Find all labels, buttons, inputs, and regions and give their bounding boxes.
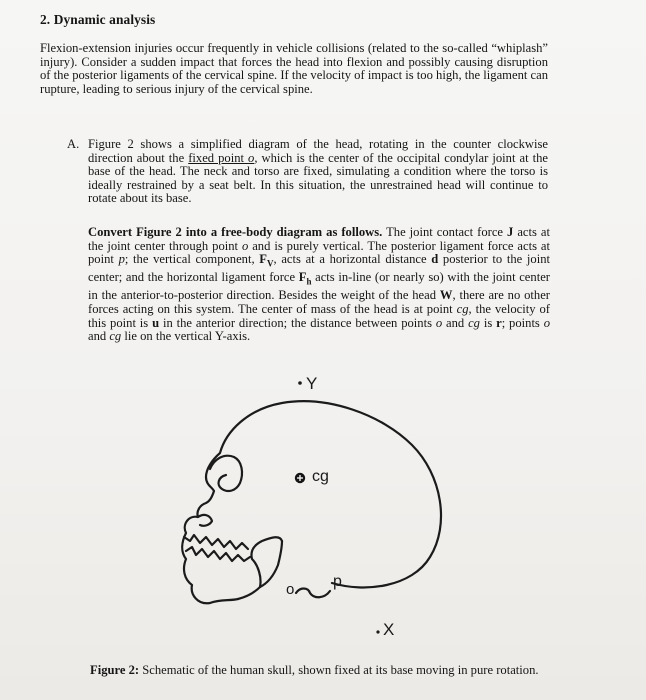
force-fh (298, 270, 312, 287)
force-j: J (507, 225, 514, 239)
point-p: p (118, 252, 125, 267)
convert-text: , acts at a horizontal distance (273, 252, 432, 267)
convert-text: acts in-line (or nearly so) with the joint center in the anterior-to-posterior direction. Besides the weight of the head (88, 270, 550, 303)
convert-text: in the anterior direction; the distance between points (159, 315, 436, 330)
convert-text: acts at the joint center through point (88, 225, 550, 253)
point-o: o (543, 315, 550, 330)
weight-w: W (439, 288, 453, 303)
teeth-upper (184, 535, 248, 549)
convert-lead: Convert Figure 2 into a free-body diagram as follows. (88, 225, 383, 239)
convert-text: and (88, 329, 110, 344)
jaw-angle (260, 541, 282, 587)
section-heading (40, 12, 155, 28)
condyle-shape (296, 589, 330, 598)
nasal-outline (198, 515, 212, 526)
distance-r: r (496, 315, 502, 330)
force-fv-subscript: V (267, 258, 274, 269)
item-a-paragraph (88, 138, 548, 206)
caption-text: Schematic of the human skull, shown fixed at its base moving in pure rotation. (139, 663, 539, 677)
convert-text: is (479, 315, 497, 330)
distance-d: d (431, 252, 439, 267)
caption-label: Figure 2: (90, 663, 140, 677)
label-cg: cg (312, 468, 329, 485)
convert-text: ; the vertical component, (124, 252, 260, 267)
skull-outline (182, 401, 441, 603)
fixed-point-term (188, 151, 254, 165)
point-cg: cg (109, 329, 122, 344)
x-axis-dot (376, 630, 379, 633)
convert-text: and (442, 315, 469, 330)
label-o: o (286, 581, 295, 598)
convert-text: ; points (501, 315, 544, 330)
figure-caption (90, 664, 560, 678)
velocity-u: u (152, 315, 160, 330)
convert-text: posterior to the joint center; and the horizontal ligament force (88, 252, 550, 285)
y-axis-dot (298, 381, 302, 385)
label-y: Y (306, 374, 318, 393)
convert-text: The joint contact force (382, 225, 508, 239)
fixed-point-underlined: fixed point (188, 150, 249, 165)
orbit-outline (210, 456, 242, 491)
force-fh-subscript: h (306, 276, 312, 287)
section-number: 2. (40, 12, 51, 27)
convert-text: , the velocity of this point is (88, 302, 550, 330)
force-fv-symbol: F (259, 252, 267, 267)
item-a-text: Figure 2 shows a simplified diagram of the head, rotating in the counter clockwise direction about the (88, 137, 548, 165)
label-x: X (383, 620, 395, 639)
item-a-text-end: , which is the center of the occipital condylar joint at the base of the head. The neck and torso are fixed, simulating a condition where the torso is ideally restrained by a seat belt. In this situation, the unrestrained head will continue to rotate about its base. (88, 150, 548, 206)
point-o: o (241, 238, 249, 253)
convert-text: lie on the vertical Y-axis. (121, 329, 251, 344)
point-cg: cg (468, 315, 480, 330)
convert-paragraph (88, 226, 550, 344)
label-p: p (333, 573, 342, 590)
point-o: o (435, 315, 443, 330)
section-title: Dynamic analysis (53, 12, 156, 27)
skull-figure (150, 365, 470, 650)
convert-text: , there are no other forces acting on this system. The center of mass of the head is at point (88, 288, 551, 316)
force-fh-symbol: F (298, 270, 307, 285)
intro-paragraph: Flexion-extension injuries occur frequently in vehicle collisions (related to the so-called “whiplash” injury). Consider a sudden impact that forces the head into flexion and possibly causing disruption of the posterior ligaments of the cervical spine. If the velocity of impact is too high, the ligament can rupture, leading to serious injury of the cervical spine. (40, 41, 548, 96)
convert-text: and is purely vertical. The posterior ligament force acts at point (88, 238, 550, 267)
force-fv (259, 252, 274, 269)
teeth-lower (186, 547, 250, 561)
item-a-label: A. (67, 137, 80, 151)
point-cg: cg (456, 302, 469, 316)
point-o: o (248, 150, 255, 165)
